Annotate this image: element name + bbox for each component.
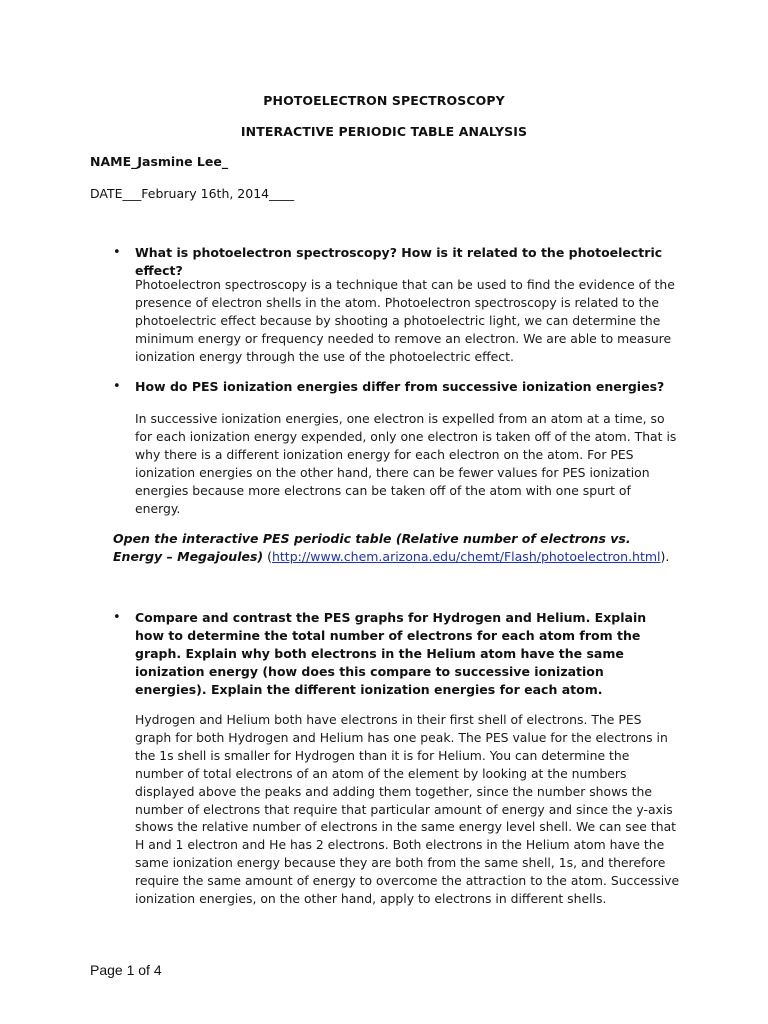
instruction-text: Open the interactive PES periodic table (Relative number of electrons vs. Energy – Megajoules) [113,531,631,564]
answer-3: Hydrogen and Helium both have electrons in their first shell of electrons. The PES graph for both Hydrogen and Helium has one peak. The PES value for the electrons in the 1s shell is smaller for Hydrogen than it is for Helium. You can determine the number of total electrons of an atom of the element by looking at the numbers displayed above the peaks and adding them together, since the number shows the number of electrons that require that particular amount of energy and since the y-axis shows the relative number of electrons in the same energy level shell. We can see that H and 1 electron and He has 2 electrons. Both electrons in the Helium atom have the same ionization energy because they are both from the same shell, 1s, and therefore require the same amount of energy to overcome the attraction to the atom. Successive ionization energies, on the other hand, apply to electrons in different shells. [135,712,680,907]
answer-2: In successive ionization energies, one electron is expelled from an atom at a time, so for each ionization energy expended, only one electron is taken off of the atom. That is why there is a different ionization energy for each electron on the atom. For PES ionization energies on the other hand, there can be fewer values for PES ionization energies because more electrons can be taken off of the atom with one spurt of energy. [135,411,677,516]
bullet-icon: • [113,379,121,394]
link-close-paren: ). [660,549,670,564]
name-field: NAME_Jasmine Lee_ [90,154,229,169]
document-title: PHOTOELECTRON SPECTROSCOPY [263,93,505,108]
date-field: DATE___February 16th, 2014____ [90,186,295,201]
question-1: What is photoelectron spectroscopy? How is it related to the photoelectric effect? [135,245,663,278]
bullet-icon: • [113,245,121,260]
answer-1: Photoelectron spectroscopy is a technique that can be used to find the evidence of the presence of electron shells in the atom. Photoelectron spectroscopy is related to the photoelectric effect because by shooting a photoelectric light, we can determine the minimum energy or frequency needed to remove an electron. We are able to measure ionization energy through the use of the photoelectric effect. [135,277,675,364]
link-open-paren: ( [263,549,272,564]
instruction-paragraph [113,530,673,566]
bullet-icon: • [113,610,121,625]
pes-table-link[interactable]: http://www.chem.arizona.edu/chemt/Flash/photoelectron.html [271,549,661,564]
document-subtitle: INTERACTIVE PERIODIC TABLE ANALYSIS [240,124,528,139]
question-2: How do PES ionization energies differ from successive ionization energies? [135,379,665,394]
question-3: Compare and contrast the PES graphs for Hydrogen and Helium. Explain how to determine the total number of electrons for each atom from the graph. Explain why both electrons in the Helium atom have the same ionization energy (how does this compare to successive ionization energies). Explain the different ionization energies for each atom. [135,610,647,697]
page-number: Page 1 of 4 [90,962,162,978]
